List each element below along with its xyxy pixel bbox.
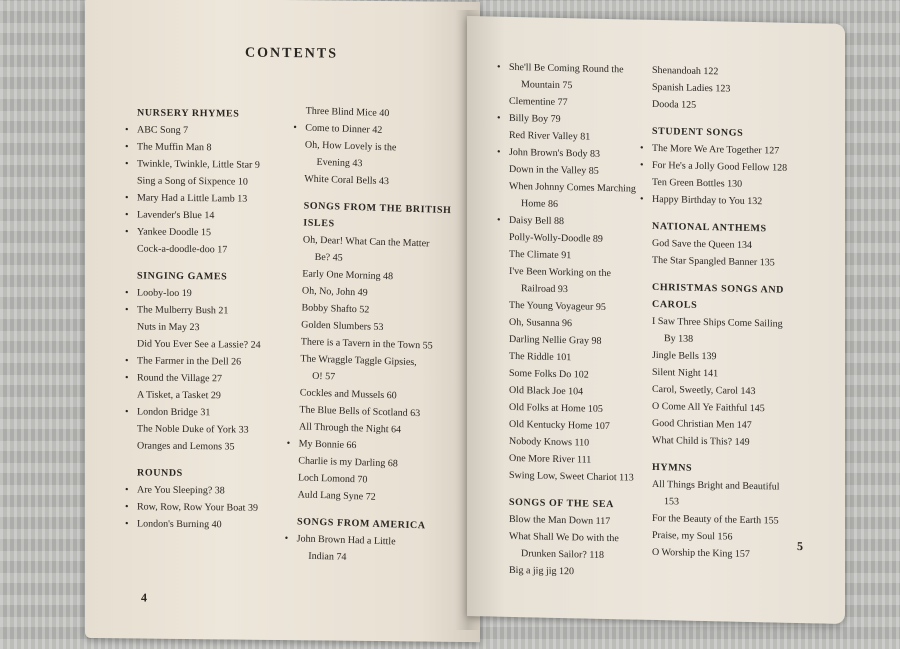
entry-text: Old Black Joe 104 [509,384,584,398]
entry-text: Round the Village 27 [137,372,223,385]
bullet-icon: • [640,142,644,154]
contents-entry [125,481,307,500]
right-column-2 [640,62,827,565]
entry-text: By 138 [664,333,694,345]
entry-text: What Child is This? 149 [652,434,750,448]
entry-text: Did You Ever See a Lassie? 24 [137,338,261,351]
right-page [467,16,845,624]
entry-text: O! 57 [312,370,336,383]
entry-text: The Muffin Man 8 [137,141,212,154]
entry-text: Swing Low, Sweet Chariot 113 [509,469,634,484]
entry-text: The Climate 91 [509,248,572,262]
left-column-2 [284,103,476,570]
contents-entry [137,240,307,259]
entry-text: Silent Night 141 [652,366,719,380]
entry-text: Looby-loo 19 [137,287,192,300]
bullet-icon: • [286,437,291,450]
entry-text: Praise, my Soul 156 [652,529,733,543]
bullet-icon: • [125,141,129,153]
bullet-icon: • [125,158,129,170]
entry-text: White Coral Bells 43 [304,173,390,188]
entry-text: Nobody Knows 110 [509,435,590,449]
page-number-left: 4 [141,590,147,605]
entry-text: SONGS FROM THE BRITISH [303,200,452,217]
contents-entry [652,432,827,453]
left-column-1 [125,94,307,534]
entry-text: Clementine 77 [509,95,568,109]
entry-text: Down in the Valley 85 [509,163,599,177]
contents-entry [652,252,827,273]
bullet-icon: • [125,501,129,513]
entry-text: Evening 43 [316,156,363,170]
entry-text: The More We Are Together 127 [652,142,780,157]
bullet-icon: • [125,518,129,530]
contents-entry [125,301,307,320]
entry-text: John Brown Had a Little [296,533,396,548]
contents-entry [125,206,307,225]
entry-text: ISLES [303,217,335,230]
entry-text: I Saw Three Ships Come Sailing [652,315,783,330]
bullet-icon: • [125,406,129,418]
entry-text: Drunken Sailor? 118 [521,548,604,561]
bullet-icon: • [125,226,129,238]
entry-text: Jingle Bells 139 [652,349,717,363]
open-booklet [85,0,845,640]
contents-entry [137,437,307,456]
entry-text: Bobby Shafto 52 [301,302,370,316]
entry-text: The Wraggle Taggle Gipsies, [300,353,417,369]
entry-text: Home 86 [521,198,558,210]
entry-text: NATIONAL ANTHEMS [652,220,767,235]
entry-text: Red River Valley 81 [509,129,591,143]
entry-text: HYMNS [652,461,693,474]
entry-text: Lavender's Blue 14 [137,209,215,222]
section-heading [137,464,307,483]
entry-text: The Farmer in the Dell 26 [137,355,242,368]
entry-text: O Come All Ye Faithful 145 [652,400,765,415]
entry-text: SONGS OF THE SEA [509,496,614,511]
entry-text: Sing a Song of Sixpence 10 [137,175,248,188]
contents-entry [137,386,307,405]
entry-text: When Johnny Comes Marching [509,180,636,195]
entry-text: Loch Lomond 70 [297,472,368,486]
entry-text: Railroad 93 [521,283,568,296]
entry-text: For the Beauty of the Earth 155 [652,512,779,527]
entry-text: Mary Had a Little Lamb 13 [137,192,248,205]
contents-entry [509,562,669,582]
bullet-icon: • [125,304,129,316]
bullet-icon: • [125,372,129,384]
bullet-icon: • [125,209,129,221]
entry-text: Spanish Ladies 123 [652,81,731,95]
entry-text: Carol, Sweetly, Carol 143 [652,383,756,398]
entry-text: The Star Spangled Banner 135 [652,254,775,269]
entry-text: One More River 111 [509,452,592,466]
entry-text: London's Burning 40 [137,518,222,531]
entry-text: Some Folks Do 102 [509,367,589,381]
entry-text: Shenandoah 122 [652,64,719,78]
entry-text: ROUNDS [137,467,183,479]
contents-entry [125,155,307,174]
bullet-icon: • [125,192,129,204]
entry-text: NURSERY RHYMES [137,107,240,120]
entry-text: Oh, How Lovely is the [304,139,397,154]
contents-entry [125,369,307,388]
entry-text: The Young Voyageur 95 [509,299,606,313]
entry-text: Oranges and Lemons 35 [137,440,235,453]
page-number-right: 5 [797,538,803,554]
entry-text: Cock-a-doodle-doo 17 [137,243,228,256]
entry-text: Come to Dinner 42 [305,122,383,136]
entry-text: John Brown's Body 83 [509,146,600,160]
entry-text: Oh, Dear! What Can the Matter [302,234,430,250]
entry-text: The Mulberry Bush 21 [137,304,229,317]
bullet-icon: • [125,287,129,299]
entry-text: Old Folks at Home 105 [509,401,603,415]
entry-text: Twinkle, Twinkle, Little Star 9 [137,158,260,171]
right-column-1 [497,59,669,582]
entry-text: Billy Boy 79 [509,112,561,126]
entry-text: All Through the Night 64 [298,421,402,436]
entry-text: All Things Bright and Beautiful [652,478,780,493]
entry-text: ABC Song 7 [137,124,189,137]
contents-entry [652,96,827,117]
entry-text: Yankee Doodle 15 [137,226,211,239]
entry-text: Oh, No, John 49 [301,285,368,299]
bullet-icon: • [125,355,129,367]
entry-text: Indian 74 [308,550,347,563]
entry-text: STUDENT SONGS [652,125,744,139]
contents-entry [125,189,307,208]
entry-text: London Bridge 31 [137,406,211,419]
entry-text: CHRISTMAS SONGS AND [652,281,784,296]
bullet-icon: • [293,122,297,134]
section-heading [137,267,307,286]
bullet-icon: • [640,193,644,205]
entry-text: For He's a Jolly Good Fellow 128 [652,159,788,174]
bullet-icon: • [497,112,501,124]
entry-text: What Shall We Do with the [509,530,619,545]
bullet-icon: • [497,214,501,226]
entry-text: Three Blind Mice 40 [305,105,390,120]
contents-entry [125,138,307,157]
entry-text: Be? 45 [314,251,343,264]
entry-text: She'll Be Coming Round the [509,61,624,76]
bullet-icon: • [497,61,501,73]
entry-text: Mountain 75 [521,79,573,92]
entry-text: Good Christian Men 147 [652,417,752,432]
bullet-icon: • [497,146,501,158]
entry-text: Darling Nellie Gray 98 [509,333,602,347]
entry-text: SONGS FROM AMERICA [296,516,426,532]
entry-text: Blow the Man Down 117 [509,513,611,528]
entry-text: Auld Lang Syne 72 [297,489,376,503]
entry-text: A Tisket, a Tasket 29 [137,389,221,402]
entry-text: Oh, Susanna 96 [509,316,573,330]
entry-text: O Worship the King 157 [652,546,750,560]
entry-text: Old Kentucky Home 107 [509,418,610,433]
contents-entry [125,498,307,517]
contents-entry [137,420,307,439]
entry-text: Happy Birthday to You 132 [652,193,763,208]
entry-text: Dooda 125 [652,98,697,111]
entry-text: Are You Sleeping? 38 [137,484,225,497]
contents-title: CONTENTS [245,45,339,62]
contents-entry [125,515,307,534]
bullet-icon: • [284,532,289,545]
contents-entry [125,223,307,242]
section-heading [137,104,307,123]
contents-entry [137,172,307,191]
contents-entry [125,284,307,303]
bullet-icon: • [640,159,644,171]
entry-text: CAROLS [652,298,698,311]
contents-entry [137,335,307,354]
contents-entry [509,467,669,487]
entry-text: SINGING GAMES [137,270,228,283]
contents-entry [640,191,827,212]
entry-text: My Bonnie 66 [298,438,357,452]
entry-text: There is a Tavern in the Town 55 [300,336,433,352]
contents-entry [125,121,307,140]
entry-text: Row, Row, Row Your Boat 39 [137,501,258,514]
entry-text: I've Been Working on the [509,265,611,280]
entry-text: Ten Green Bottles 130 [652,176,743,190]
entry-text: 153 [664,496,679,508]
entry-text: Early One Morning 48 [302,268,394,283]
entry-text: Daisy Bell 88 [509,214,564,228]
entry-text: Cockles and Mussels 60 [299,387,397,402]
entry-text: Charlie is my Darling 68 [298,455,398,470]
entry-text: God Save the Queen 134 [652,237,752,252]
entry-text: The Riddle 101 [509,350,572,364]
entry-text: The Noble Duke of York 33 [137,423,249,436]
left-page [85,0,480,642]
bullet-icon: • [125,124,129,136]
contents-entry [125,352,307,371]
entry-text: Big a jig jig 120 [509,564,574,578]
contents-entry [137,318,307,337]
contents-entry [125,403,307,422]
entry-text: The Blue Bells of Scotland 63 [299,404,421,420]
entry-text: Nuts in May 23 [137,321,200,334]
entry-text: Golden Slumbers 53 [301,319,384,333]
bullet-icon: • [125,484,129,496]
entry-text: Polly-Wolly-Doodle 89 [509,231,603,245]
